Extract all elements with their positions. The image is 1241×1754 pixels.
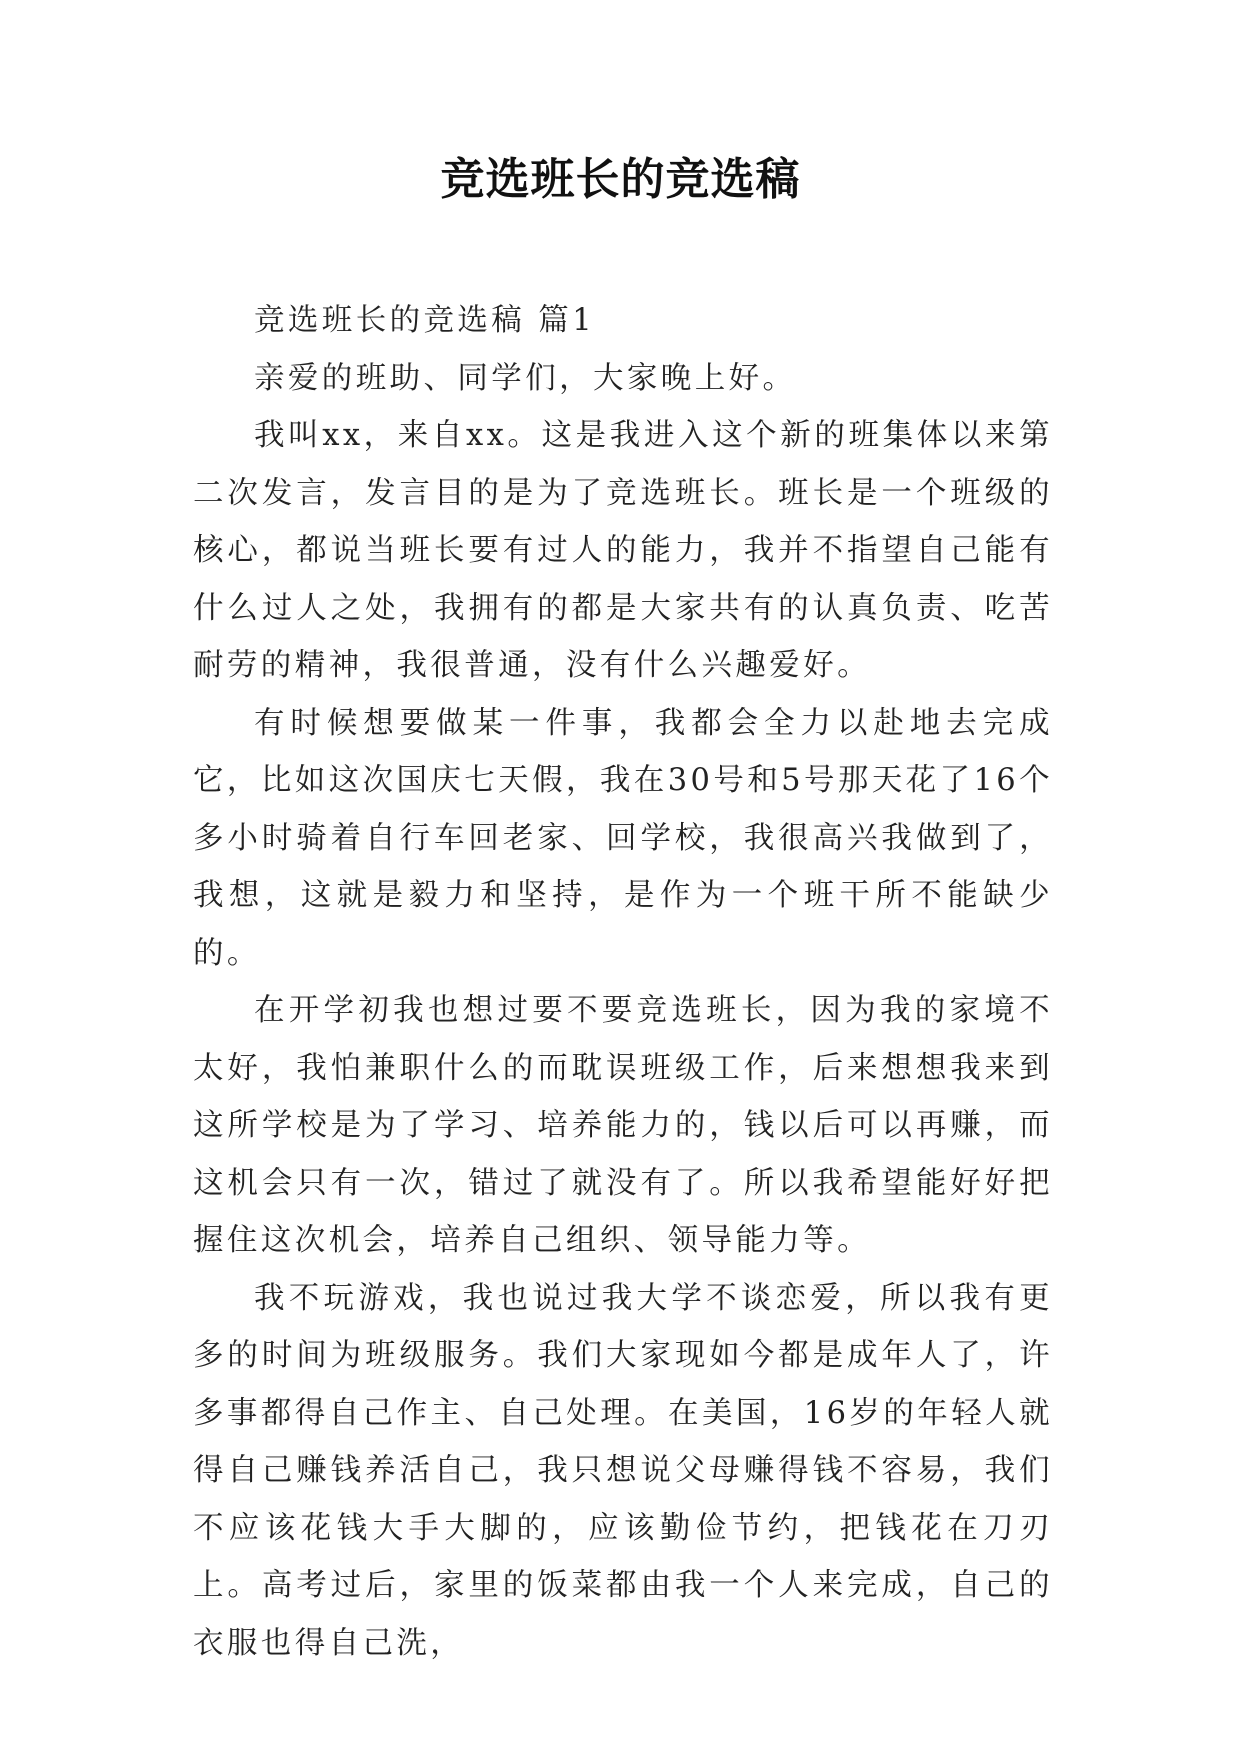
paragraph: 有时候想要做某一件事，我都会全力以赴地去完成它，比如这次国庆七天假，我在30号和5号那天花了16个多小时骑着自行车回老家、回学校，我很高兴我做到了，我想，这就是毅力和坚持，是作为一个班干所不能缺少的。 — [193, 705, 1053, 971]
paragraph: 我不玩游戏，我也说过我大学不谈恋爱，所以我有更多的时间为班级服务。我们大家现如今都是成年人了，许多事都得自己作主、自己处理。在美国，16岁的年轻人就得自己赚钱养活自己，我只想说父母赚得钱不容易，我们不应该花钱大手大脚的，应该勤俭节约，把钱花在刀刃上。高考过后，家里的饭菜都由我一个人来完成，自己的衣服也得自己洗， — [193, 1280, 1053, 1661]
document-body — [193, 292, 1053, 1672]
paragraph: 在开学初我也想过要不要竞选班长，因为我的家境不太好，我怕兼职什么的而耽误班级工作，后来想想我来到这所学校是为了学习、培养能力的，钱以后可以再赚，而这机会只有一次，错过了就没有了。所以我希望能好好把握住这次机会，培养自己组织、领导能力等。 — [193, 993, 1053, 1258]
document-title: 竞选班长的竞选稿 — [440, 154, 801, 205]
section-heading: 竞选班长的竞选稿 篇1 — [254, 303, 595, 338]
paragraph: 我叫xx，来自xx。这是我进入这个新的班集体以来第二次发言，发言目的是为了竞选班长。班长是一个班级的核心，都说当班长要有过人的能力，我并不指望自己能有什么过人之处，我拥有的都是大家共有的认真负责、吃苦耐劳的精神，我很普通，没有什么兴趣爱好。 — [193, 418, 1053, 683]
paragraph: 亲爱的班助、同学们，大家晚上好。 — [254, 360, 797, 396]
